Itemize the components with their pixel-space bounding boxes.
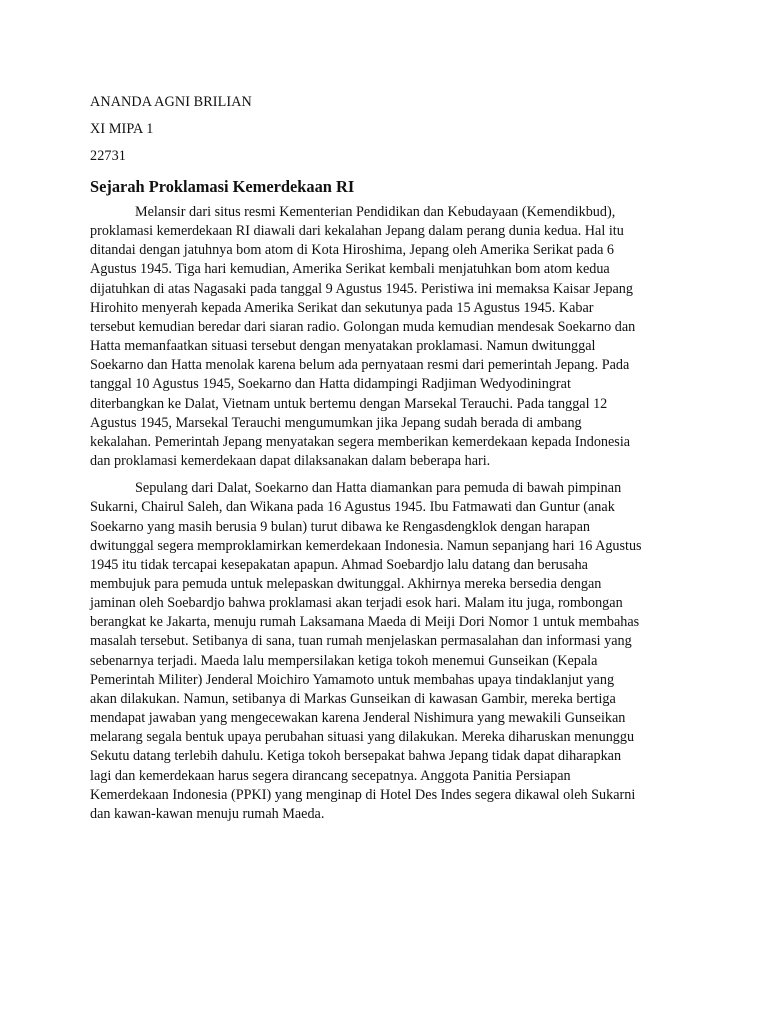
paragraph-line: tersebut kemudian beredar dari siaran radio. Golongan muda kemudian mendesak Soekarno dan: [90, 318, 636, 335]
author-id-number: 22731: [90, 148, 126, 164]
paragraph-line: Hirohito menyerah kepada Amerika Serikat dan sekutunya pada 15 Agustus 1945. Kabar: [90, 299, 594, 316]
paragraph-line: dijatuhkan di atas Nagasaki pada tanggal 9 Agustus 1945. Peristiwa ini memaksa Kaisar Jepang: [90, 280, 633, 297]
paragraph-line: sebenarnya terjadi. Maeda lalu mempersilakan ketiga tokoh menemui Gunseikan (Kepala: [90, 652, 598, 669]
paragraph-line: Melansir dari situs resmi Kementerian Pendidikan dan Kebudayaan (Kemendikbud),: [135, 204, 616, 220]
paragraph-line: Sukarni, Chairul Saleh, dan Wikana pada 16 Agustus 1945. Ibu Fatmawati dan Guntur (anak: [90, 499, 615, 516]
paragraph-line: akan dilakukan. Namun, setibanya di Markas Gunseikan di kawasan Gambir, mereka bertiga: [90, 690, 616, 707]
author-name: ANANDA AGNI BRILIAN: [90, 94, 252, 110]
author-class: XI MIPA 1: [90, 121, 154, 137]
paragraph-line: lagi dan kemerdekaan harus segera dirancang secepatnya. Anggota Panitia Persiapan: [90, 767, 571, 784]
body-paragraph: [90, 479, 680, 824]
paragraph-line: Sepulang dari Dalat, Soekarno dan Hatta diamankan para pemuda di bawah pimpinan: [135, 480, 622, 497]
document-title: Sejarah Proklamasi Kemerdekaan RI: [90, 177, 355, 196]
paragraph-line: Sekutu datang terlebih dahulu. Ketiga tokoh bersepakat bahwa Jepang tidak dapat diharapkan: [90, 748, 622, 765]
paragraph-line: Soekarno yang masih berusia 9 bulan) turut dibawa ke Rengasdengklok dengan harapan: [90, 518, 590, 535]
paragraph-line: Kemerdekaan Indonesia (PPKI) yang menginap di Hotel Des Indes segera dikawal oleh Sukarni: [90, 786, 636, 803]
paragraph-line: tanggal 10 Agustus 1945, Soekarno dan Hatta didampingi Radjiman Wedyodiningrat: [90, 376, 571, 393]
paragraph-line: membujuk para pemuda untuk melepaskan dwitunggal. Akhirnya mereka bersedia dengan: [90, 575, 602, 592]
paragraph-line: Agustus 1945, Marsekal Terauchi mengumumkan jika Jepang sudah berada di ambang: [90, 414, 582, 431]
paragraph-line: melarang segala bentuk upaya perubahan situasi yang dilakukan. Mereka diharuskan menunggu: [90, 729, 635, 746]
document-body: [90, 203, 680, 824]
paragraph-line: 1945 itu tidak tercapai kesepakatan apapun. Ahmad Soebardjo lalu datang dan berusaha: [90, 556, 588, 573]
paragraph-line: dan proklamasi kemerdekaan dapat dilaksanakan dalam beberapa hari.: [90, 453, 491, 470]
paragraph-line: Hatta memanfaatkan situasi tersebut dengan menyatakan proklamasi. Namun dwitunggal: [90, 338, 596, 355]
paragraph-line: Agustus 1945. Tiga hari kemudian, Amerika Serikat kembali menjatuhkan bom atom kedua: [90, 261, 610, 278]
paragraph-line: proklamasi kemerdekaan RI diawali dari kekalahan Jepang dalam perang dunia kedua. Hal itu: [90, 223, 624, 240]
paragraph-line: diterbangkan ke Dalat, Vietnam untuk bertemu dengan Marsekal Terauchi. Pada tanggal 12: [90, 395, 608, 412]
paragraph-line: dwitunggal segera memproklamirkan kemerdekaan Indonesia. Namun sepanjang hari 16 Agustus: [90, 537, 642, 554]
paragraph-line: masalah tersebut. Setibanya di sana, tuan rumah menjelaskan permasalahan dan informasi yang: [90, 633, 632, 650]
paragraph-line: jaminan oleh Soebardjo bahwa proklamasi akan terjadi esok hari. Malam itu juga, rombongan: [90, 595, 623, 612]
paragraph-line: berangkat ke Jakarta, menuju rumah Laksamana Maeda di Meiji Dori Nomor 1 untuk membahas: [90, 614, 640, 631]
body-paragraph: [90, 203, 680, 471]
paragraph-line: dan kawan-kawan menuju rumah Maeda.: [90, 805, 325, 822]
paragraph-line: ditandai dengan jatuhnya bom atom di Kota Hiroshima, Jepang oleh Amerika Serikat pada 6: [90, 242, 615, 259]
paragraph-line: mendapat jawaban yang mengecewakan karena Jenderal Nishimura yang mewakili Gunseikan: [90, 710, 626, 727]
paragraph-line: kekalahan. Pemerintah Jepang menyatakan segera memberikan kemerdekaan kepada Indonesia: [90, 433, 631, 450]
document-content: [90, 92, 680, 832]
paragraph-line: Soekarno dan Hatta menolak karena belum ada pernyataan resmi dari pemerintah Jepang. Pada: [90, 357, 630, 374]
paragraph-line: Pemerintah Militer) Jenderal Moichiro Yamamoto untuk membahas upaya tindaklanjut yang: [90, 671, 615, 688]
